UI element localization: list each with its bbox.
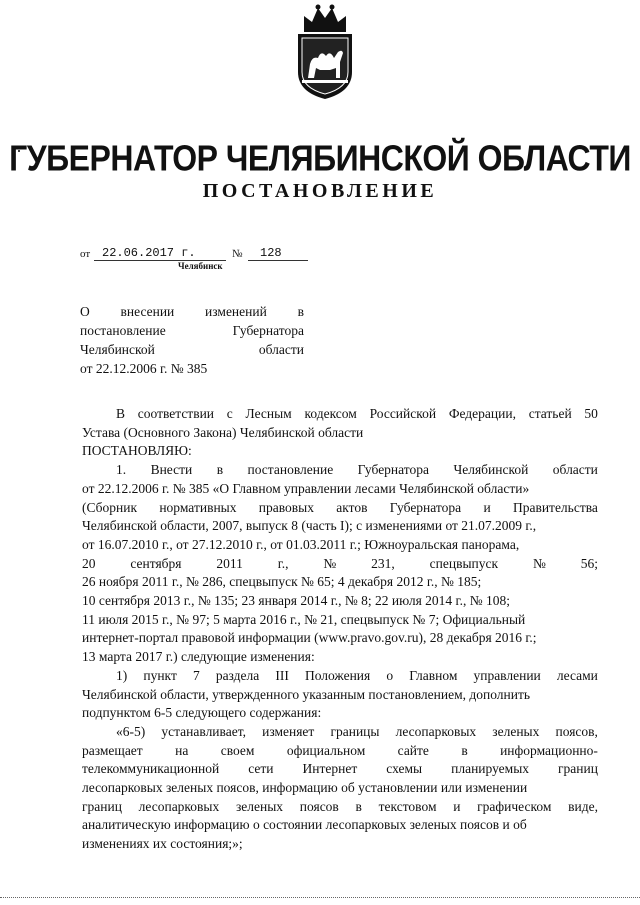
word: информационно- — [500, 742, 598, 758]
word: устанавливает, — [161, 723, 246, 739]
body-line — [82, 499, 598, 518]
word: № — [532, 555, 546, 571]
body-line: 11 июля 2015 г., № 97; 5 марта 2016 г., № 21, спецвыпуск № 7; Официальный — [82, 611, 526, 627]
body-line: от 16.07.2010 г., от 27.12.2010 г., от 01.03.2011 г.; Южноуральская панорама, — [82, 536, 520, 552]
number-underline — [248, 260, 308, 261]
body-line — [82, 461, 598, 480]
body-line: от 22.12.2006 г. № 385 «О Главном управлении лесами Челябинской области» — [82, 480, 530, 496]
word: текстовом — [378, 798, 437, 814]
body-line — [82, 555, 598, 574]
body-line: изменениях их состояния;»; — [82, 836, 243, 852]
word: «6-5) — [116, 723, 146, 739]
body-line — [82, 667, 598, 686]
word: сети — [248, 761, 274, 777]
word: актов — [336, 499, 368, 515]
word: г., — [277, 555, 289, 571]
body-line: аналитическую информацию о состоянии лесопарковых зеленых поясов и об — [82, 817, 527, 833]
word: 20 — [82, 555, 96, 571]
word: 231, — [371, 555, 395, 571]
word: пункт — [143, 667, 177, 683]
word: в — [297, 304, 304, 319]
word: В — [116, 406, 126, 421]
body-line: Челябинской области, 2007, выпуск 8 (часть I); с изменениями от 21.07.2009 г., — [82, 518, 537, 534]
word: 56; — [580, 555, 598, 571]
word: о — [386, 667, 394, 683]
word: и — [453, 798, 461, 814]
word: 1) — [116, 667, 128, 683]
word: сайте — [397, 742, 429, 758]
word: изменяет — [262, 723, 315, 739]
word: лесопарковых — [138, 798, 220, 814]
word: Губернатора — [389, 499, 462, 515]
document-body — [82, 405, 598, 854]
word: Федерации, — [448, 406, 516, 421]
subject-line — [80, 340, 304, 359]
word: 7 — [192, 667, 200, 683]
word: планируемых — [451, 761, 530, 777]
city-name: Челябинск — [178, 261, 223, 271]
word: кодексом — [304, 406, 357, 421]
subject-line: от 22.12.2006 г. № 385 — [80, 361, 208, 376]
word: лесопарковых — [395, 723, 477, 739]
word: области — [258, 342, 304, 357]
subject-line — [80, 321, 304, 340]
body-line: 13 марта 2017 г.) следующие изменения: — [82, 649, 315, 665]
word: Губернатора — [232, 323, 304, 338]
word: графическом — [477, 798, 552, 814]
governor-title: ГУБЕРНАТОР ЧЕЛЯБИНСКОЙ ОБЛАСТИ — [9, 137, 631, 179]
word: Лесным — [245, 406, 292, 421]
document-date: 22.06.2017 г. — [102, 246, 196, 260]
word: изменений — [205, 304, 267, 319]
word: на — [175, 742, 189, 758]
page-bottom-edge — [0, 897, 640, 898]
word: № — [323, 555, 337, 571]
word: постановление — [80, 323, 166, 338]
body-line — [82, 798, 598, 817]
word: Челябинской — [80, 342, 155, 357]
body-line: 10 сентября 2013 г., № 135; 23 января 2014 г., № 8; 22 июля 2014 г., № 108; — [82, 593, 510, 609]
word: спецвыпуск — [429, 555, 499, 571]
word: в — [461, 742, 468, 758]
word: О — [80, 304, 90, 319]
body-line: Челябинской области, утвержденного указанным постановлением, дополнить — [82, 686, 531, 702]
body-line: Устава (Основного Закона) Челябинской области — [82, 424, 364, 440]
word: нормативных — [159, 499, 237, 515]
body-line — [82, 723, 598, 742]
word: телекоммуникационной — [82, 761, 220, 777]
word: размещает — [82, 742, 143, 758]
document-type: ПОСТАНОВЛЕНИЕ — [202, 180, 438, 202]
coat-of-arms-icon — [290, 2, 360, 102]
decree-word: ПОСТАНОВЛЯЮ: — [82, 443, 192, 459]
word: Правительства — [512, 499, 598, 515]
word: границы — [330, 723, 380, 739]
word: правовых — [258, 499, 314, 515]
body-line: лесопарковых зеленых поясов, информацию об установлении или изменении — [82, 780, 528, 796]
word: схемы — [386, 761, 423, 777]
body-line: подпунктом 6-5 следующего содержания: — [82, 705, 322, 721]
subject-block — [80, 302, 304, 378]
word: 2011 — [216, 555, 243, 571]
word: лесами — [556, 667, 598, 683]
document-number: 128 — [260, 246, 282, 260]
from-label: от — [80, 248, 91, 260]
word: Интернет — [302, 761, 358, 777]
body-line: 26 ноября 2011 г., № 286, спецвыпуск № 65; 4 декабря 2012 г., № 185; — [82, 574, 482, 590]
subject-line — [80, 302, 304, 321]
word: Челябинской — [453, 462, 529, 478]
word: границ — [558, 761, 598, 777]
word: (Сборник — [82, 499, 138, 515]
body-line — [82, 742, 598, 761]
word: управлении — [473, 667, 541, 683]
body-line — [82, 405, 598, 424]
word: официальном — [286, 742, 366, 758]
word: соответствии — [137, 406, 215, 421]
word: и — [483, 499, 491, 515]
word: виде, — [568, 798, 598, 814]
word: поясов, — [555, 723, 598, 739]
body-line: интернет-портал правовой информации (www.pravo.gov.ru), 28 декабря 2016 г.; — [82, 630, 537, 646]
word: своем — [220, 742, 255, 758]
word: границ — [82, 798, 122, 814]
word: статьей — [528, 406, 572, 421]
word: раздела — [215, 667, 260, 683]
word: Российской — [369, 406, 437, 421]
word: Внести — [150, 462, 193, 478]
word: III — [275, 667, 289, 683]
word: постановление — [247, 462, 334, 478]
word: Губернатора — [357, 462, 430, 478]
word: зеленых — [492, 723, 540, 739]
number-label: № — [232, 248, 243, 260]
word: Главном — [409, 667, 458, 683]
word: 50 — [584, 406, 598, 421]
word: Положения — [304, 667, 371, 683]
word: в — [216, 462, 224, 478]
word: в — [355, 798, 362, 814]
word: зеленых — [235, 798, 284, 814]
word: области — [552, 462, 598, 478]
word: внесении — [120, 304, 175, 319]
word: поясов — [299, 798, 339, 814]
word: 1. — [116, 462, 127, 478]
word: сентября — [130, 555, 182, 571]
body-line — [82, 760, 598, 779]
word: с — [226, 406, 233, 421]
